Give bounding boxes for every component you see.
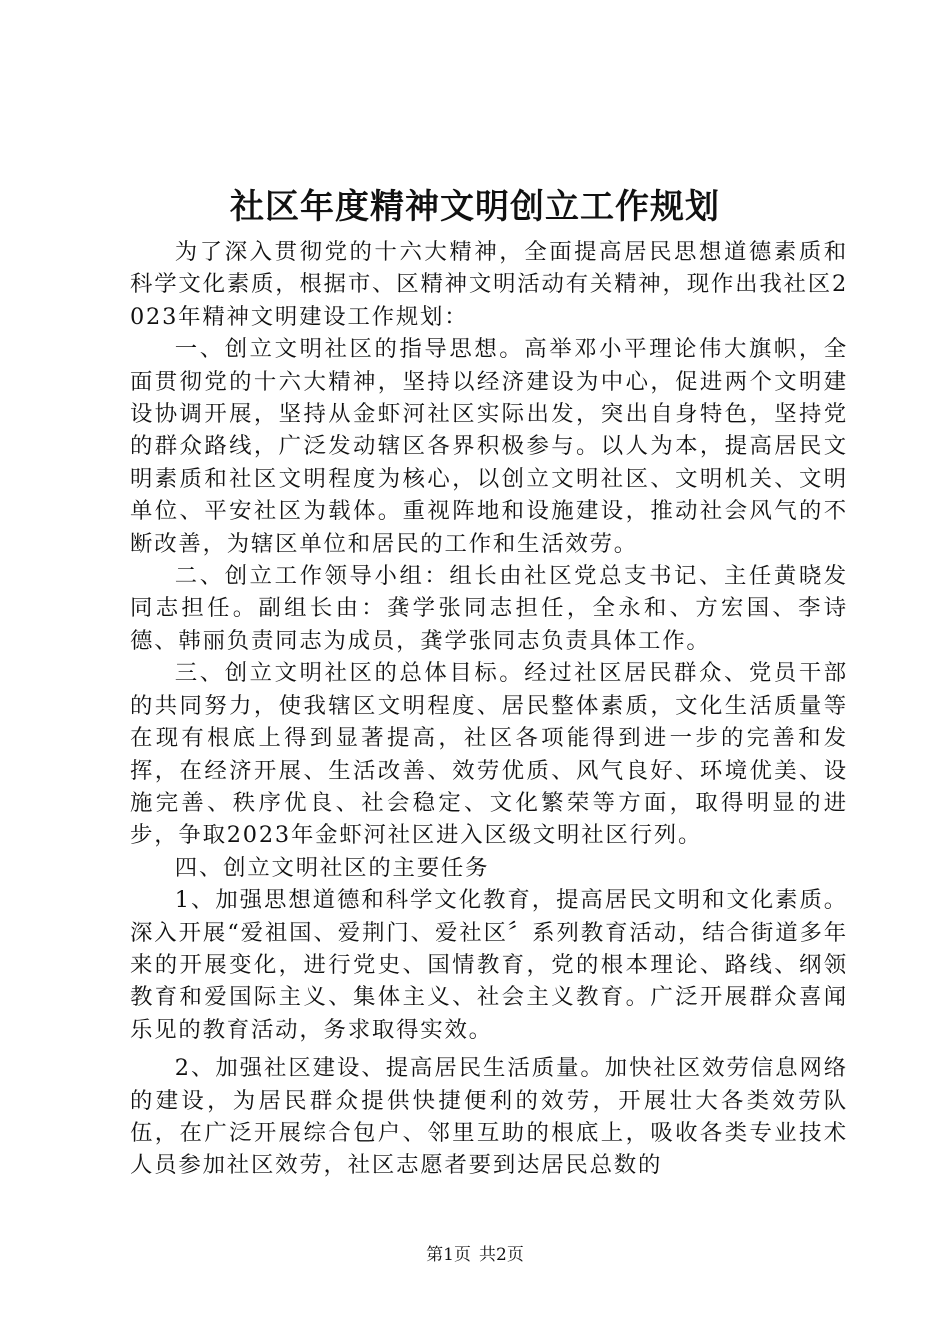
- paragraph-main-tasks-heading: 四、创立文明社区的主要任务: [174, 854, 490, 881]
- page-footer: [0, 1243, 950, 1267]
- document-title: 社区年度精神文明创立工作规划: [230, 187, 720, 227]
- paragraph-leadership-group: 二、创立工作领导小组：组长由社区党总支书记、主任黄晓发同志担任。副组长由：龚学张同志担任，全永和、方宏国、李诗德、韩丽负责同志为成员，龚学张同志负责具体工作。: [130, 563, 848, 654]
- paragraph-guiding-thought: 一、创立文明社区的指导思想。高举邓小平理论伟大旗帜，全面贯彻党的十六大精神，坚持以经济建设为中心，促进两个文明建设协调开展，坚持从金虾河社区实际出发，突出自身特色，坚持党的群众路线，广泛发动辖区各界积极参与。以人为本，提高居民文明素质和社区文明程度为核心，以创立文明社区、文明机关、文明单位、平安社区为载体。重视阵地和设施建设，推动社会风气的不断改善，为辖区单位和居民的工作和生活效劳。: [130, 336, 848, 557]
- paragraph-task-1: 1、加强思想道德和科学文化教育，提高居民文明和文化素质。深入开展“爱祖国、爱荆门、爱社区〞系列教育活动，结合街道多年来的开展变化，进行党史、国情教育，党的根本理论、路线、纲领教育和爱国际主义、集体主义、社会主义教育。广泛开展群众喜闻乐见的教育活动，务求取得实效。: [130, 887, 848, 1043]
- document-body: [130, 236, 848, 1182]
- page-number: 第1页: [426, 1245, 471, 1265]
- paragraph-task-2: 2、加强社区建设、提高居民生活质量。加快社区效劳信息网络的建设，为居民群众提供快捷便利的效劳，开展壮大各类效劳队伍，在广泛开展综合包户、邻里互助的根底上，吸收各类专业技术人员参加社区效劳，社区志愿者要到达居民总数的: [130, 1055, 848, 1179]
- page-total: 共2页: [479, 1245, 524, 1265]
- paragraph-overall-goal: 三、创立文明社区的总体目标。经过社区居民群众、党员干部的共同努力，使我辖区文明程度、居民整体素质，文化生活质量等在现有根底上得到显著提高，社区各项能得到进一步的完善和发挥，在经济开展、生活改善、效劳优质、风气良好、环境优美、设施完善、秩序优良、社会稳定、文化繁荣等方面，取得明显的进步，争取2023年金虾河社区进入区级文明社区行列。: [130, 660, 848, 849]
- paragraph-intro: 为了深入贯彻党的十六大精神，全面提高居民思想道德素质和科学文化素质，根据市、区精神文明活动有关精神，现作出我社区2023年精神文明建设工作规划：: [130, 239, 848, 330]
